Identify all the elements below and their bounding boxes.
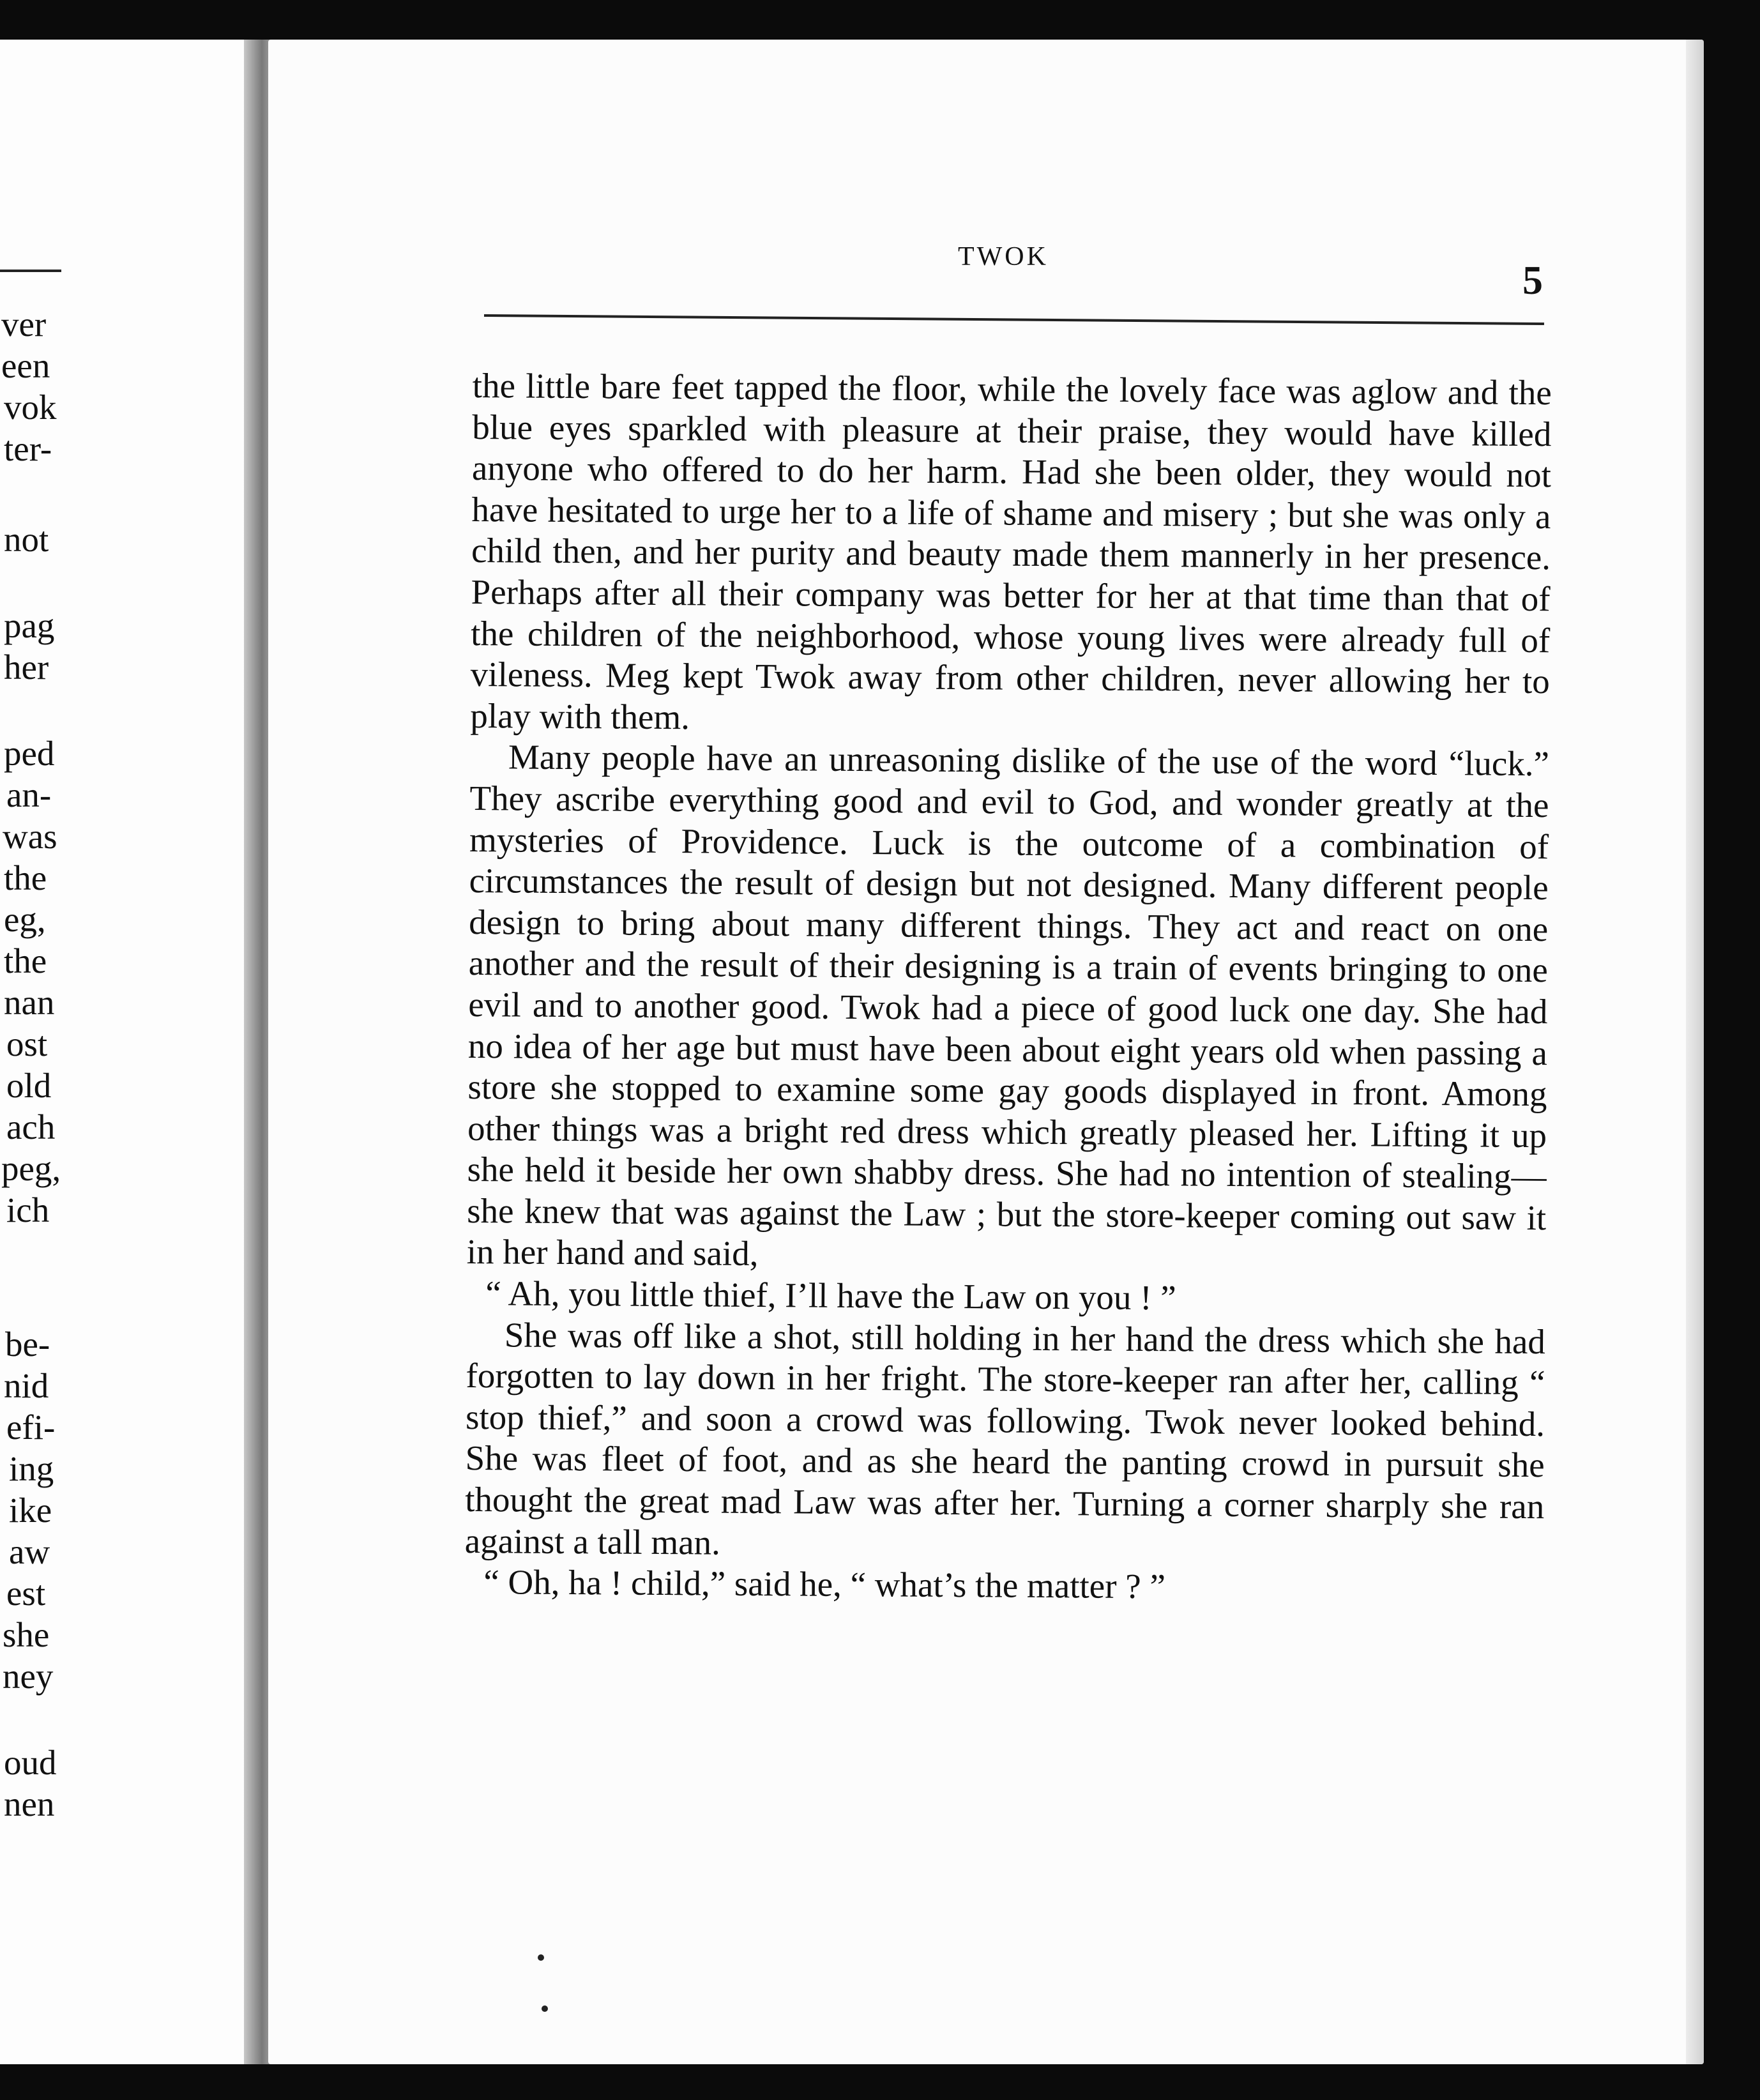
left-page [0,40,275,2064]
running-head: TWOK [958,242,1049,271]
left-fragment: ter- [4,429,52,468]
left-fragment: ing [9,1449,54,1488]
ink-speck [538,1954,544,1961]
left-fragment: ped [4,734,55,773]
left-fragment: ost [6,1024,48,1063]
left-fragment: een [1,346,50,385]
left-fragment: ver [1,305,47,344]
left-fragment: aw [9,1532,50,1571]
right-page [268,40,1704,2064]
left-fragment: be- [5,1325,50,1364]
left-page-text-fragments [0,40,275,2064]
page-number: 5 [1522,257,1543,303]
left-fragment: was [3,817,57,856]
left-fragment: her [4,648,49,687]
left-fragment: peg, [1,1149,61,1188]
body-text [464,365,1552,1610]
left-fragment: nid [4,1366,49,1405]
left-fragment: efi- [6,1408,56,1447]
header-rule [484,314,1544,325]
page-edge [1686,40,1704,2064]
left-fragment: the [4,858,47,897]
paragraph: the little bare feet tapped the floor, while the lovely face was aglow and the blue eyes sparkled with pleasure at their praise, they would have killed anyone who offered to do her harm. Had she been older, they would not have hesitated to urge her to a life of shame and misery ; but she was only a child then, and her purity and beauty made them mannerly in her presence. Perhaps after all their company was better for her at that time than that of the children of the neighborhood, whose young lives were already full of vileness. Meg kept Twok away from other children, never allowing her to play with them. [470,366,1552,737]
ink-speck [542,2005,548,2012]
left-fragment: est [6,1574,46,1613]
left-fragment: the [4,941,47,980]
left-fragment: ney [3,1657,54,1696]
left-fragment: an- [6,775,52,814]
left-fragment: ich [6,1191,50,1229]
left-fragment: ike [9,1491,52,1530]
left-fragment: oud [4,1743,57,1782]
paragraph: “ Oh, ha ! child,” said he, “ what’s the matter ? ” [483,1562,1166,1606]
left-fragment: pag [4,606,55,645]
left-fragment: old [6,1066,52,1105]
paragraph: Many people have an unreasoning dislike of the use of the word “luck.” They ascribe everything good and evil to God, and wonder greatly at the mysteries of Providence. Luck is the outcome of a combination of circumstances the result of design but not designed. Many different people design to bring about many different things. They act and react on one another and the result of their designing is a train of events bringing to one evil and to another good. Twok had a piece of good luck one day. She had no idea of her age but must have been about eight years old when passing a store she stopped to examine some gay goods displayed in front. Among other things was a bright red dress which greatly pleased her. Lifting it up she held it beside her own shabby dress. She had no intention of stealing—she knew that was against the Law ; but the store-keeper coming out saw it in her hand and said, [466,737,1550,1274]
left-fragment: nan [4,983,55,1022]
left-fragment: nen [4,1784,55,1823]
paragraph: “ Ah, you little thief, I’ll have the Law on you ! ” [485,1274,1176,1318]
left-fragment: she [3,1615,50,1654]
left-fragment: vok [4,388,57,427]
left-fragment: not [4,520,49,559]
left-fragment: ach [6,1107,56,1146]
paragraph: She was off like a shot, still holding in her hand the dress which she had forgotten to lay down in her fright. The store-keeper ran after her, calling “ stop thief,” and soon a crowd was following. Twok never looked behind. She was fleet of foot, and as she heard the panting crowd in pursuit she thought the great mad Law was after her. Turning a corner sharply she ran against a tall man. [464,1315,1546,1562]
left-fragment: eg, [4,900,46,939]
